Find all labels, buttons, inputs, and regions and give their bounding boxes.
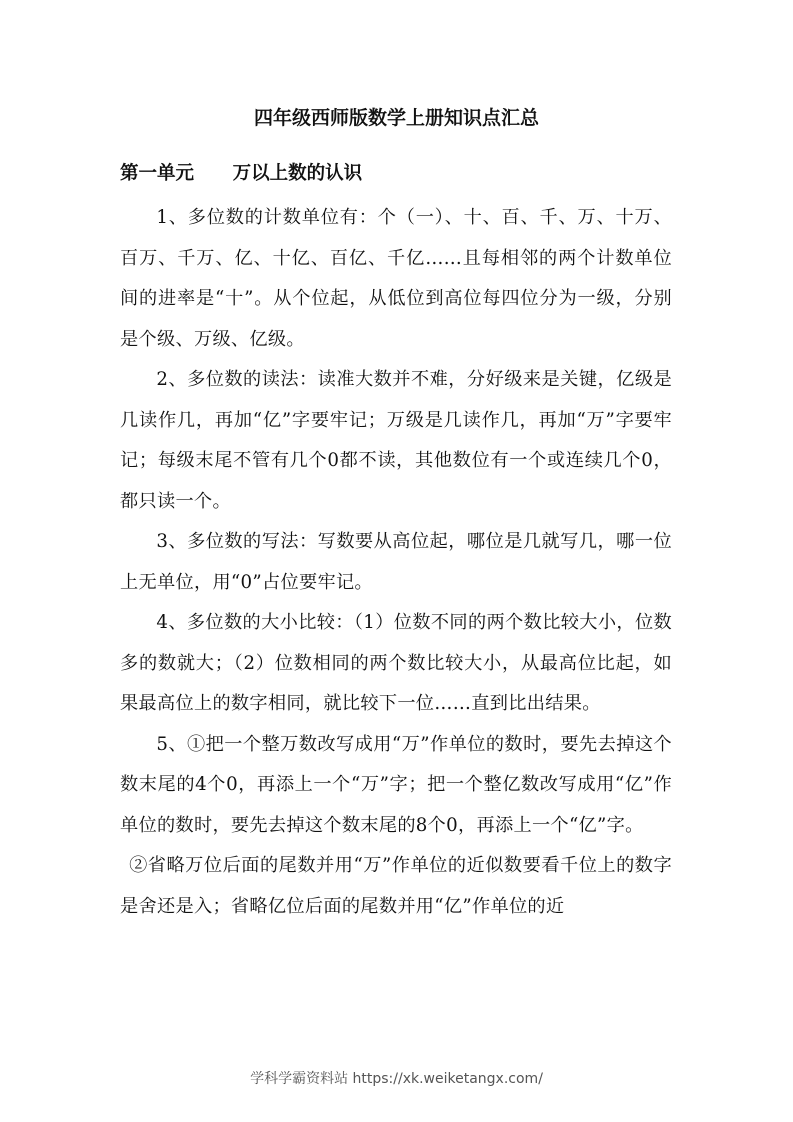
paragraph-6: ②省略万位后面的尾数并用“万”作单位的近似数要看千位上的数字是舍还是入；省略亿位后面的尾数并用“亿”作单位的近	[120, 855, 672, 917]
paragraph-4: 4、多位数的大小比较：（1）位数不同的两个数比较大小，位数多的数就大；（2）位数相同的两个数比较大小，从最高位比起，如果最高位上的数字相同，就比较下一位……直到比出结果。	[120, 612, 672, 714]
document-title: 四年级西师版数学上册知识点汇总	[253, 107, 539, 129]
paragraph-2: 2、多位数的读法：读准大数并不难，分好级来是关键，亿级是几读作几，再加“亿”字要牢记；万级是几读作几，再加“万”字要牢记；每级末尾不管有几个0都不读，其他数位有一个或连续几个0，都只读一个。	[120, 369, 672, 512]
paragraph-3: 3、多位数的写法：写数要从高位起，哪位是几就写几，哪一位上无单位，用“0”占位要牢记。	[120, 531, 672, 593]
paragraph-5: 5、①把一个整万数改写成用“万”作单位的数时，要先去掉这个数末尾的4个0，再添上一个“万”字；把一个整亿数改写成用“亿”作单位的数时，要先去掉这个数末尾的8个0，再添上一个“亿”字。	[120, 733, 672, 836]
paragraph-1: 1、多位数的计数单位有：个（一）、十、百、千、万、十万、百万、千万、亿、十亿、百亿、千亿……且每相邻的两个计数单位间的进率是“十”。从个位起，从低位到高位每四位分为一级，分别是个级、万级、亿级。	[120, 207, 672, 350]
page-footer-watermark: 学科学霸资料站 https://xk.weiketangx.com/	[250, 1071, 543, 1087]
document-body	[120, 198, 672, 927]
unit-heading: 第一单元 万以上数的认识	[120, 163, 363, 184]
